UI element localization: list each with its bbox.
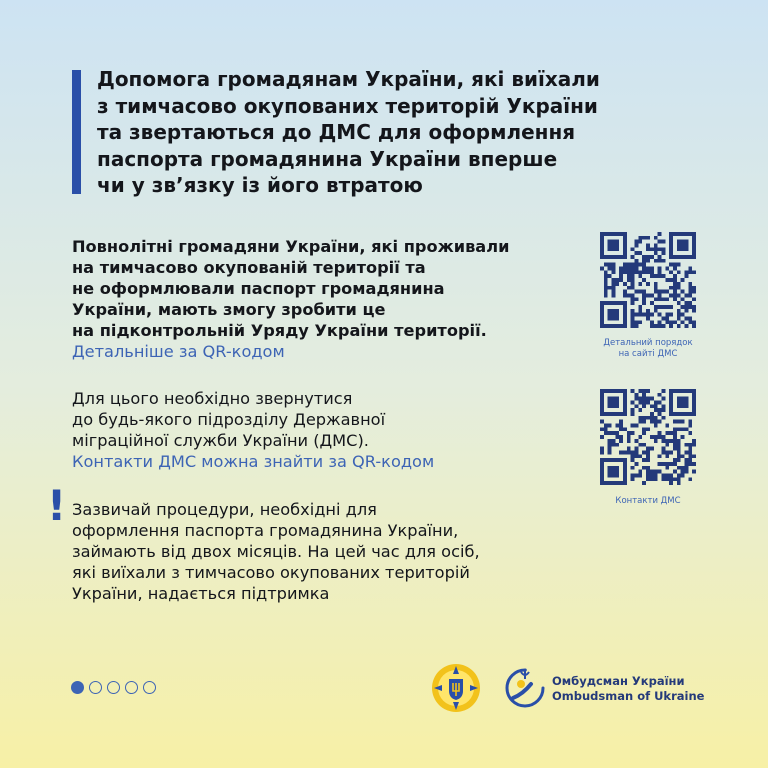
title-line: Допомога громадянам України, які виїхали bbox=[97, 67, 600, 91]
paragraph-line: на підконтрольній Уряду України території. bbox=[72, 321, 487, 340]
qr-caption-line: на сайті ДМС bbox=[618, 349, 678, 359]
migration-service-emblem-icon bbox=[430, 662, 482, 714]
paragraph-line: до будь-якого підрозділу Державної bbox=[72, 410, 386, 429]
support-notice-paragraph bbox=[72, 499, 480, 604]
paragraph-line: Повнолітні громадяни України, які проживали bbox=[72, 237, 510, 256]
paragraph-line: на тимчасово окупованій території та bbox=[72, 258, 426, 277]
title-line: та звертаються до ДМС для оформлення bbox=[97, 120, 576, 144]
qr-code-icon[interactable] bbox=[600, 232, 696, 328]
pagination-dots bbox=[71, 681, 156, 694]
pagination-dot[interactable] bbox=[71, 681, 84, 694]
title-line: чи у зв’язку із його втратою bbox=[97, 173, 423, 197]
qr-caption-contacts bbox=[578, 496, 718, 507]
pagination-dot[interactable] bbox=[125, 681, 138, 694]
ombudsman-name-ua: Омбудсман України bbox=[552, 674, 685, 688]
qr-caption-details bbox=[578, 338, 718, 360]
paragraph-line: Для цього необхідно звернутися bbox=[72, 389, 353, 408]
paragraph-line: України, надається підтримка bbox=[72, 584, 330, 603]
qr-caption-line: Детальний порядок bbox=[603, 338, 693, 348]
exclamation-icon: ! bbox=[47, 481, 67, 530]
title-line: з тимчасово окупованих територій України bbox=[97, 93, 598, 118]
ombudsman-name-en: Ombudsman of Ukraine bbox=[552, 689, 705, 703]
ombudsman-logo-icon bbox=[503, 664, 547, 708]
adult-citizens-paragraph bbox=[72, 236, 509, 362]
paragraph-line: оформлення паспорта громадянина України, bbox=[72, 521, 459, 540]
qr-code-icon[interactable] bbox=[600, 389, 696, 485]
ombudsman-name bbox=[552, 674, 704, 704]
pagination-dot[interactable] bbox=[143, 681, 156, 694]
paragraph-line: міграційної служби України (ДМС). bbox=[72, 431, 369, 450]
paragraph-line: займають від двох місяців. На цей час для осіб, bbox=[72, 542, 480, 561]
title-line: паспорта громадянина України вперше bbox=[97, 146, 558, 171]
contacts-qr-link[interactable]: Контакти ДМС можна знайти за QR-кодом bbox=[72, 452, 435, 471]
paragraph-line: Зазвичай процедури, необхідні для bbox=[72, 500, 377, 519]
paragraph-line: які виїхали з тимчасово окупованих територій bbox=[72, 563, 470, 582]
pagination-dot[interactable] bbox=[107, 681, 120, 694]
paragraph-line: України, мають змогу зробити це bbox=[72, 300, 386, 319]
paragraph-line: не оформлювали паспорт громадянина bbox=[72, 279, 445, 298]
title-accent-bar bbox=[72, 70, 81, 194]
qr-caption-line: Контакти ДМС bbox=[615, 496, 681, 506]
details-qr-link[interactable]: Детальніше за QR-кодом bbox=[72, 342, 285, 361]
contact-dms-paragraph bbox=[72, 388, 434, 472]
pagination-dot[interactable] bbox=[89, 681, 102, 694]
page-title bbox=[97, 66, 717, 199]
